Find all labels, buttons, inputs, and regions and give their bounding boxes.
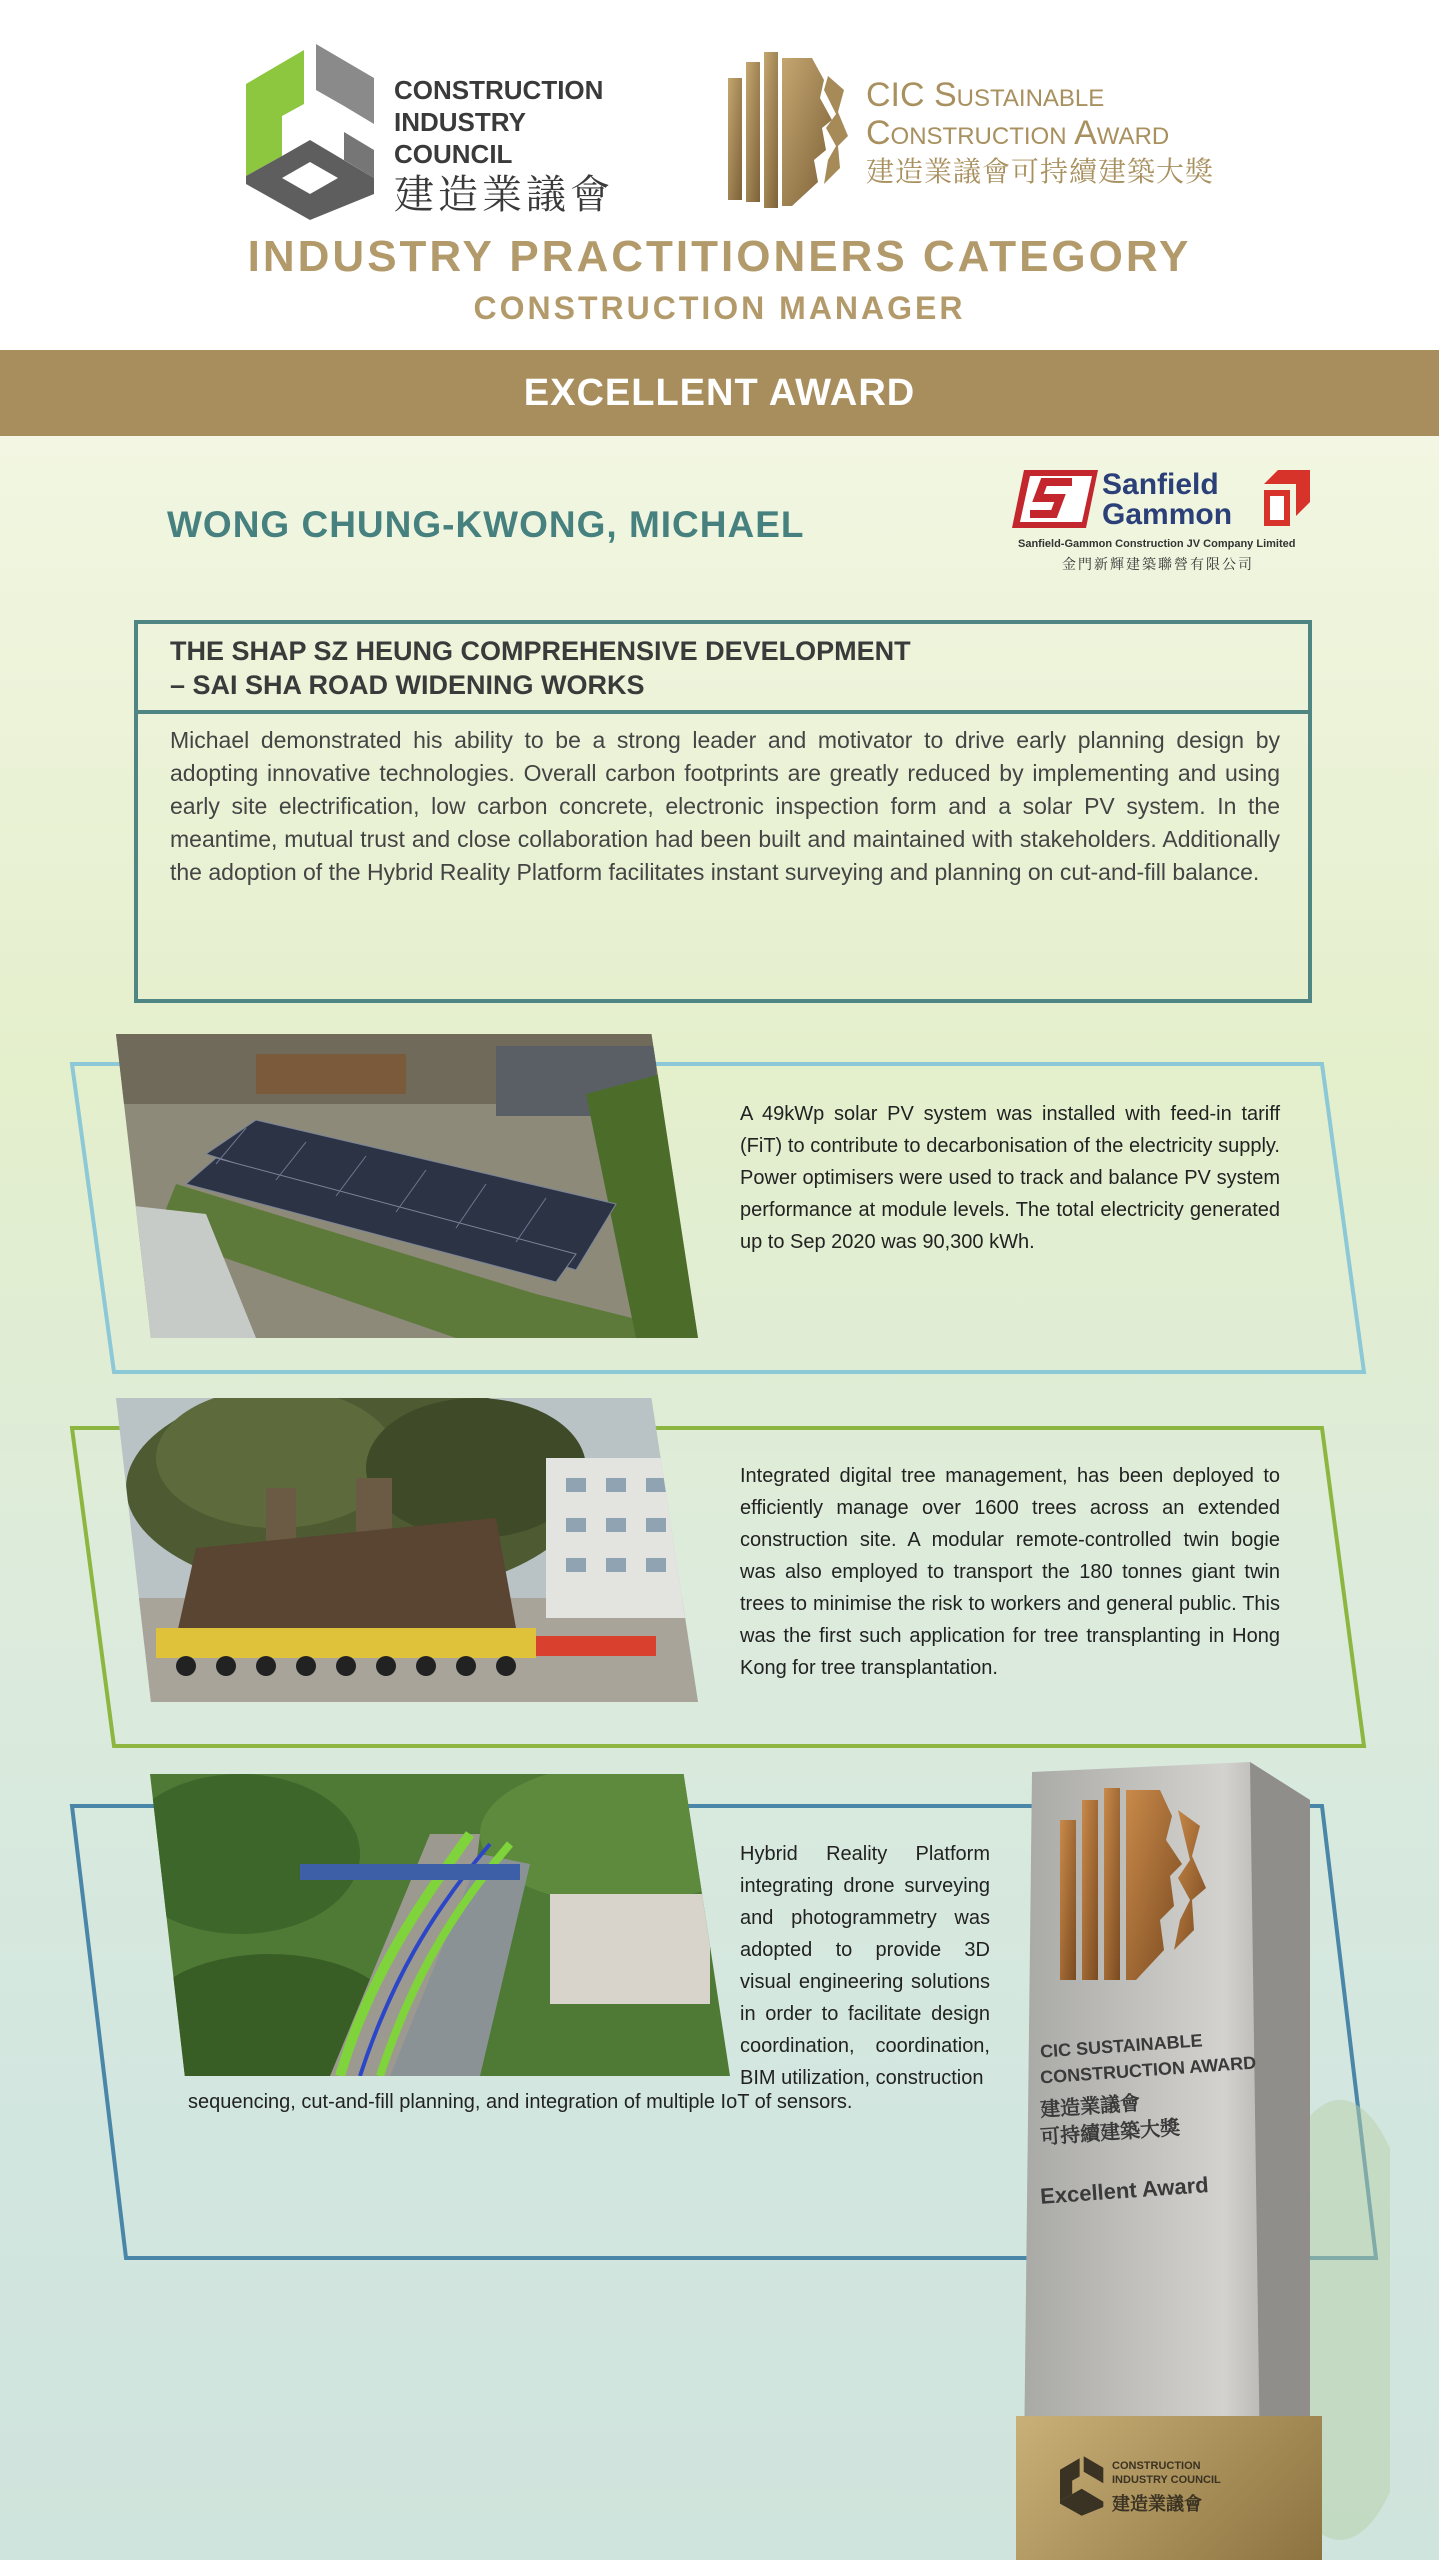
award-zh: 建造業議會可持續建築大獎 xyxy=(866,156,1215,187)
tree-transplant-photo xyxy=(116,1398,698,1702)
project-title-line2: – SAI SHA ROAD WIDENING WORKS xyxy=(170,670,645,700)
project-title-line1: THE SHAP SZ HEUNG COMPREHENSIVE DEVELOPMENT xyxy=(170,636,911,666)
subcategory-title: CONSTRUCTION MANAGER xyxy=(473,290,966,326)
trophy-zh1: 建造業議會 xyxy=(1039,2092,1141,2122)
trophy-award: Excellent Award xyxy=(1039,2172,1210,2209)
award-band: EXCELLENT AWARD xyxy=(0,350,1439,436)
category-title: INDUSTRY PRACTITIONERS CATEGORY xyxy=(247,232,1192,281)
highlight-text-3b: sequencing, cut-and-fill planning, and integration of multiple IoT of sensors. xyxy=(188,2091,853,2113)
company-name-line2: Gammon xyxy=(1102,498,1233,531)
trophy-base xyxy=(1016,2416,1322,2560)
cic-line1: CONSTRUCTION xyxy=(394,75,604,105)
hybrid-reality-photo xyxy=(150,1774,730,2076)
cic-line2: INDUSTRY COUNCIL xyxy=(394,107,526,169)
trophy-title1: CIC SUSTAINABLE xyxy=(1039,2030,1204,2062)
trophy-base-zh: 建造業議會 xyxy=(1112,2494,1202,2514)
trophy-title2: CONSTRUCTION AWARD xyxy=(1039,2052,1257,2088)
trophy-base-cic-icon xyxy=(1060,2456,1104,2516)
company-english-name: Sanfield-Gammon Construction JV Company Limited xyxy=(1018,538,1296,550)
trophy-image xyxy=(1010,1760,1390,2560)
award-line2: Construction Award xyxy=(866,114,1170,152)
winner-name: WONG CHUNG-KWONG, MICHAEL xyxy=(167,504,805,545)
trophy-base-en1: CONSTRUCTION xyxy=(1112,2460,1201,2472)
highlight-text-3a: Hybrid Reality Platform integrating drone surveying and photogrammetry was adopted to provide 3D visual engineering solutions in order to facilitate design coordination, coordination, BIM utilization, construction xyxy=(740,1843,990,2089)
trophy-base-en2: INDUSTRY COUNCIL xyxy=(1112,2474,1221,2486)
cic-zh: 建造業議會 xyxy=(394,173,614,217)
company-name-line1: Sanfield xyxy=(1102,468,1219,501)
highlight-text-1: A 49kWp solar PV system was installed with feed-in tariff (FiT) to contribute to decarbonisation of the electricity supply. Power optimisers were used to track and balance PV system performance at module levels. The total electricity generated up to Sep 2020 was 90,300 kWh. xyxy=(740,1103,1280,1253)
award-line1: CIC Sustainable xyxy=(866,76,1105,114)
company-chinese-name: 金門新輝建築聯營有限公司 xyxy=(1062,556,1254,572)
solar-pv-photo xyxy=(116,1034,698,1338)
highlight-text-2: Integrated digital tree management, has been deployed to efficiently manage over 1600 trees across an extended construction site. A modular remote-controlled twin bogie was also employed to transport the 180 tonnes giant twin trees to minimise the risk to workers and general public. This was the first such application for tree transplanting in Hong Kong for tree transplantation. xyxy=(740,1465,1280,1679)
trophy-zh2: 可持續建築大獎 xyxy=(1039,2117,1181,2149)
project-description: Michael demonstrated his ability to be a strong leader and motivator to drive early planning design by adopting innovative technologies. Overall carbon footprints are greatly reduced by implementing and using early site electrification, low carbon concrete, electronic inspection form and a solar PV system. In the meantime, mutual trust and close collaboration had been built and maintained with stakeholders. Additionally the adoption of the Hybrid Reality Platform facilitates instant surveying and planning on cut-and-fill balance. xyxy=(170,727,1280,885)
